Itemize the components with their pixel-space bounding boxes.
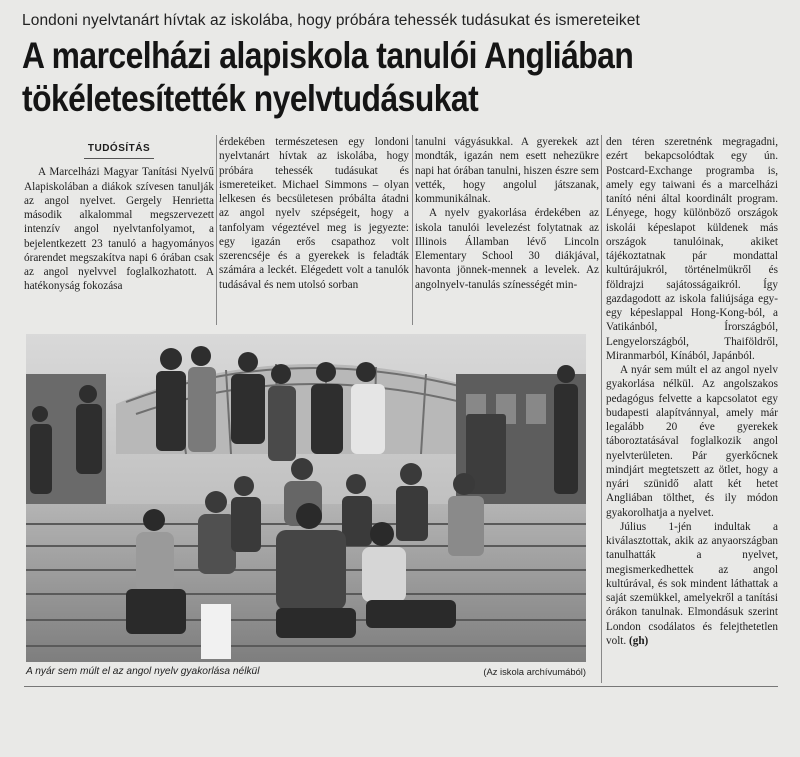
column-divider bbox=[601, 135, 602, 683]
headline-line-1: A marcelházi alapiskola tanulói Angliában bbox=[22, 35, 634, 76]
column-3-text-1: tanulni vágyásukkal. A gyerekek azt mondták, igazán nem esett nehezükre napi hat órában tanulni, hiszen észre sem vették, hogy angolul játszanak, kommunikálnak. bbox=[415, 136, 599, 205]
headline bbox=[22, 34, 684, 120]
column-2-text: érdekében természetesen egy londoni nyelvtanárt hívtak az iskolába, hogy próbára tehessék tudásukat és ismereteiket. Michael Simmons – olyan lelkesen és becsületesen próbálta átadni az angol nyelv szépségeit, hogy a tanfolyam végeztével meg is jegyezte: egy igazán erős csapathoz volt szerencséje és a gyerekek is feladták számára a leckét. Elégedett volt a tanulók tudásával és nem utolsó sorban bbox=[219, 136, 409, 291]
column-4 bbox=[606, 135, 778, 648]
column-1-text: A Marcelházi Magyar Tanítási Nyelvű Alapiskolában a diákok szívesen tanulják az angol nyelvet. Gergely Henrietta második alkalommal megszervezett intenzív angol nyelvtanfolyamot, a bejelentkezett 23 tanuló a hagyományos órarendet megszakítva napi 6 órában csak az angol nyelvvel foglalkozhatott. A hatékonyság fokozása bbox=[24, 166, 214, 293]
caption-text: A nyár sem múlt el az angol nyelv gyakorlása nélkül bbox=[26, 666, 260, 677]
bottom-rule bbox=[24, 686, 778, 687]
column-2 bbox=[219, 135, 409, 292]
column-4-text-3 bbox=[606, 520, 778, 648]
column-3 bbox=[415, 135, 599, 292]
photo-illustration bbox=[26, 334, 586, 662]
column-4-text-1: den téren szeretnénk megragadni, ezért bekapcsolódtak egy ún. Postcard-Exchange programba is, amely egy taiwani és a marcelházi tanító néni által koordinált program. Lényege, hogy különböző országok iskolái képeslapot küldenek más országok tanulóinak, akiket tájékoztatnak pár mondattal kultúrájukról, történelmükről és földrajzi sajátosságaikról. Így gazdagodott az iskola faliújsága egy-egy képeslappal Hong-Kong-ból, a Vatikánból, Írországból, Lengyelországból, Thaiföldről, Miranmarból, Kínából, Japánból. bbox=[606, 136, 778, 362]
column-4-text-3-body: Július 1-jén indultak a kiválasztottak, akik az anyaországban tanulhatták a nyelvet, megismerkedhettek az angol kultúrával, és sok mindent láthattak a saját szemükkel, amelyekről a tanítási órákon tanulnak. Elmondásuk szerint London csodálatos és felejthetetlen volt. bbox=[606, 520, 778, 647]
byline: TUDÓSÍTÁS bbox=[84, 142, 154, 159]
group-photo bbox=[26, 334, 586, 662]
kicker: Londoni nyelvtanárt hívtak az iskolába, hogy próbára tehessék tudásukat és ismereteiket bbox=[22, 12, 640, 29]
signature: (gh) bbox=[629, 634, 649, 647]
column-divider bbox=[216, 135, 217, 325]
column-4-text-2: A nyár sem múlt el az angol nyelv gyakorlása nélkül. Az angolszakos pedagógus felvette a kapcsolatot egy budapesti alapítvánnyal, amely már legalább 20 éve gyerekek táboroztatásával foglalkozik angol nyelvterületen. Pár gyerkőcnek mindjárt megtetszett az ötlet, hogy a nyári szünidő alatt két hetet Angliában tölthet, és ily módon gyakorolhatja a nyelvet. bbox=[606, 364, 778, 519]
photo-caption bbox=[26, 666, 586, 677]
column-1 bbox=[24, 140, 214, 294]
column-3-text-2: A nyelv gyakorlása érdekében az iskola tanulói levelezést folytatnak az Illinois Államban lévő Lincoln Elementary School 30 diákjával, havonta jönnek-mennek a levelek. Az angolnyelv-tanulás színességét min- bbox=[415, 207, 599, 291]
column-divider bbox=[412, 135, 413, 325]
photo-credit: (Az iskola archívumából) bbox=[483, 666, 586, 677]
headline-line-2: tökéletesítették nyelvtudásukat bbox=[22, 78, 479, 119]
